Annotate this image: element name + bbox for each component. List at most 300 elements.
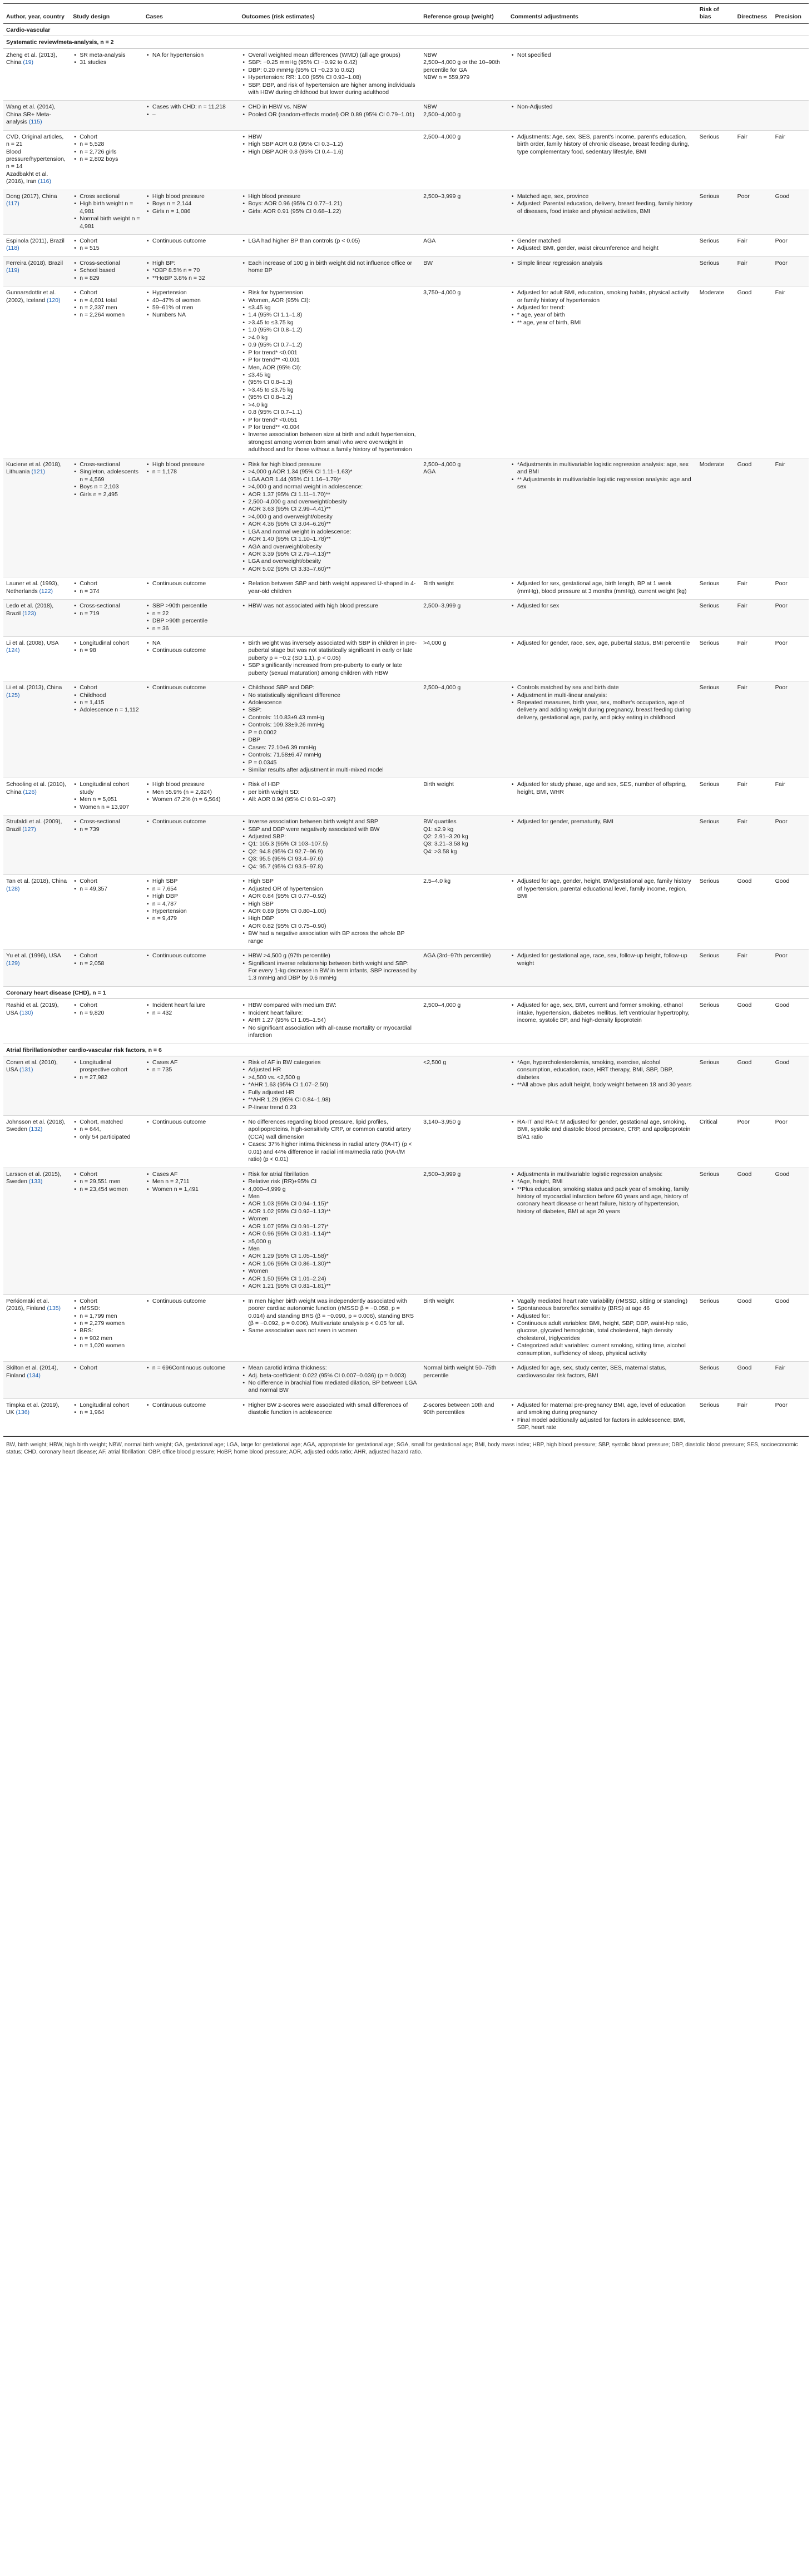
cases-item: • Continuous outcome xyxy=(146,1119,236,1126)
cell-comments xyxy=(508,101,697,130)
outcomes-item: • >4,500 vs. <2,500 g xyxy=(241,1074,418,1081)
author-text: Zheng et al. (2013), China xyxy=(6,51,57,66)
reference-group-item: 2,500–3,999 g xyxy=(423,602,461,610)
cell-study-design xyxy=(70,950,143,987)
outcomes-item: • Women, AOR (95% CI): xyxy=(241,297,418,304)
outcomes-item: • Cases: 37% higher intima thickness in radial artery (RA-IT) (p < 0.01) and 44% difference in radial intima/media ratio (RA-I/M ratio) (p < 0.01) xyxy=(241,1141,418,1163)
cell-directness: Good xyxy=(735,1056,773,1115)
cell-precision: Poor xyxy=(773,815,809,875)
comments-item: • Categorized adult variables: current smoking, sitting time, alcohol consumption, sufficiency of sleep, physical activity xyxy=(511,1342,694,1357)
comments-item: • Adjusted for gender, prematurity, BMI xyxy=(511,818,694,825)
outcomes-item: • >4.0 kg xyxy=(241,402,418,409)
reference-link[interactable]: (127) xyxy=(22,825,36,833)
cell-study-design xyxy=(70,1168,143,1294)
cell-author xyxy=(3,234,70,256)
comments-item: • **Plus education, smoking status and pack year of smoking, family history of myocardial infarction before 60 years and age, history of coronary heart disease or heart failure, history of hypertension, history of diabetes, BMI at age 20 years xyxy=(511,1186,694,1216)
table-row xyxy=(3,1056,809,1115)
comments-item: • Adjusted for gestational age, race, sex, follow-up height, follow-up weight xyxy=(511,952,694,967)
cell-precision: Fair xyxy=(773,778,809,815)
cell-author xyxy=(3,256,70,286)
cell-precision: Fair xyxy=(773,1362,809,1399)
outcomes-item: • ≥5,000 g xyxy=(241,1238,418,1245)
table-body xyxy=(3,23,809,1436)
cell-risk-of-bias xyxy=(697,101,735,130)
reference-link[interactable]: (125) xyxy=(6,691,20,699)
outcomes-item: • 1.0 (95% CI 0.8–1.2) xyxy=(241,327,418,334)
cell-cases xyxy=(143,999,239,1044)
reference-group-item: 2,500–4,000 g xyxy=(423,461,461,468)
header-risk-of-bias: Risk of bias xyxy=(697,4,735,24)
outcomes-item: • AOR 1.07 (95% CI 0.91–1.27)* xyxy=(241,1223,418,1230)
study-design-item: • Cohort xyxy=(73,289,140,296)
cases-item: • High blood pressure xyxy=(146,193,236,200)
cell-cases xyxy=(143,681,239,778)
outcomes-item: • Adjusted HR xyxy=(241,1066,418,1074)
cases-item: • High DBP xyxy=(146,893,236,900)
outcomes-item: • Risk of AF in BW categories xyxy=(241,1059,418,1066)
header-author: Author, year, country xyxy=(3,4,70,24)
study-design-item: • Cohort xyxy=(73,238,140,245)
outcomes-item: • Birth weight was inversely associated with SBP in children in pre-pubertal stage but was not statistically significant in early or late puberty p = −0.2 (SD 1.1), p < 0.05) xyxy=(241,640,418,662)
cases-item: • Girls n = 1,086 xyxy=(146,208,236,215)
study-design-item: • School based xyxy=(73,267,140,274)
cell-study-design xyxy=(70,577,143,600)
table-row xyxy=(3,1362,809,1399)
author-text: Schooling et al. (2010), China xyxy=(6,781,66,795)
section-row xyxy=(3,36,809,48)
header-study-design: Study design xyxy=(70,4,143,24)
cell-risk-of-bias: Serious xyxy=(697,815,735,875)
study-design-item: • Men n = 5,051 xyxy=(73,796,140,803)
reference-group-item: AGA xyxy=(423,237,436,244)
cell-directness xyxy=(735,101,773,130)
cell-comments xyxy=(508,778,697,815)
cell-risk-of-bias: Serious xyxy=(697,1294,735,1362)
outcomes-item: • 4,000–4,999 g xyxy=(241,1186,418,1193)
cell-study-design xyxy=(70,1056,143,1115)
cell-precision: Good xyxy=(773,190,809,234)
cell-author xyxy=(3,1362,70,1399)
cell-cases xyxy=(143,234,239,256)
outcomes-item: • Q1: 105.3 (95% CI 103–107.5) xyxy=(241,840,418,848)
cell-reference-group xyxy=(420,681,508,778)
cell-outcomes xyxy=(239,1056,420,1115)
study-design-item: • only 54 participated xyxy=(73,1134,140,1141)
cell-author xyxy=(3,1168,70,1294)
cases-item: • n = 1,178 xyxy=(146,468,236,476)
study-design-item: • n = 739 xyxy=(73,826,140,833)
outcomes-item: • Adjusted SBP: xyxy=(241,833,418,840)
cell-comments xyxy=(508,1168,697,1294)
reference-group-item: >4,000 g xyxy=(423,639,447,646)
reference-group-item: Z-scores between 10th and 90th percentiles xyxy=(423,1401,494,1416)
outcomes-item: • Risk for atrial fibrillation xyxy=(241,1171,418,1178)
reference-link[interactable]: (128) xyxy=(6,885,20,892)
reference-link[interactable]: (121) xyxy=(31,468,46,476)
study-design-item: • n = 2,337 men xyxy=(73,304,140,312)
author-text: Johnsson et al. (2018), Sweden xyxy=(6,1119,66,1133)
cell-risk-of-bias: Serious xyxy=(697,234,735,256)
cases-item: • DBP >90th percentile xyxy=(146,617,236,625)
reference-link[interactable]: (117) xyxy=(6,200,19,207)
outcomes-item: • Controls: 109.33±9.26 mmHg xyxy=(241,721,418,729)
cell-outcomes xyxy=(239,130,420,190)
cell-comments xyxy=(508,1056,697,1115)
cell-cases xyxy=(143,815,239,875)
reference-link[interactable]: (124) xyxy=(6,647,20,654)
study-design-item: • Longitudinal cohort study xyxy=(73,781,140,796)
cell-study-design xyxy=(70,1294,143,1362)
reference-link[interactable]: (133) xyxy=(28,1178,43,1185)
cell-precision: Poor xyxy=(773,234,809,256)
cell-directness: Good xyxy=(735,286,773,458)
reference-group-item: 2,500–3,999 g xyxy=(423,192,461,200)
cell-directness: Poor xyxy=(735,190,773,234)
outcomes-item: • AOR 1.37 (95% CI 1.11–1.70)** xyxy=(241,491,418,498)
reference-group-item: Birth weight xyxy=(423,1297,454,1304)
outcomes-item: • (95% CI 0.8–1.2) xyxy=(241,394,418,401)
reference-link[interactable]: (130) xyxy=(19,1009,33,1016)
study-design-item: • Cohort, matched xyxy=(73,1119,140,1126)
outcomes-item: • Overall weighted mean differences (WMD) (all age groups) xyxy=(241,52,418,59)
outcomes-item: • Adolescence xyxy=(241,699,418,706)
evidence-table xyxy=(3,3,809,1436)
cell-directness: Fair xyxy=(735,577,773,600)
cell-reference-group xyxy=(420,778,508,815)
cell-author xyxy=(3,600,70,637)
reference-link[interactable]: (132) xyxy=(28,1126,43,1133)
study-design-item: • Longitudinal cohort xyxy=(73,1402,140,1409)
outcomes-item: • High blood pressure xyxy=(241,193,418,200)
author-text: Blood pressure/hypertension, n = 14 xyxy=(6,148,66,170)
cases-item: • High blood pressure xyxy=(146,781,236,788)
outcomes-item: • High SBP xyxy=(241,901,418,908)
cell-author xyxy=(3,1294,70,1362)
cell-study-design xyxy=(70,101,143,130)
cell-study-design xyxy=(70,1116,143,1168)
cases-item: • Cases AF xyxy=(146,1171,236,1178)
study-design-item: • n = 374 xyxy=(73,588,140,595)
study-design-item: • SR meta-analysis xyxy=(73,52,140,59)
cell-study-design xyxy=(70,256,143,286)
cell-study-design xyxy=(70,234,143,256)
cases-item: • n = 4,787 xyxy=(146,901,236,908)
outcomes-item: • AOR 1.40 (95% CI 1.10–1.78)** xyxy=(241,536,418,543)
cell-risk-of-bias: Serious xyxy=(697,190,735,234)
cell-directness: Fair xyxy=(735,256,773,286)
comments-item: • Repeated measures, birth year, sex, mother's occupation, age of delivery and adding weight during pregnancy, breast feeding during delivery, gestational age, parity, and picky eating in childhood xyxy=(511,699,694,721)
outcomes-item: • Men xyxy=(241,1245,418,1253)
cell-outcomes xyxy=(239,1168,420,1294)
cell-author xyxy=(3,1056,70,1115)
section-row xyxy=(3,986,809,998)
comments-item: • RA-IT and RA-I: M adjusted for gender, gestational age, smoking, BMI, systolic and diastolic blood pressure, CRP, and apolipoprotein B/A1 ratio xyxy=(511,1119,694,1141)
section-title: Cardio-vascular xyxy=(3,23,809,36)
reference-link[interactable]: (135) xyxy=(47,1305,61,1312)
study-design-item: • Cross-sectional xyxy=(73,602,140,610)
cases-item: • High SBP xyxy=(146,878,236,885)
study-design-item: • n = 5,528 xyxy=(73,141,140,148)
study-design-item: • n = 2,279 women xyxy=(73,1320,140,1327)
study-design-item: • n = 1,964 xyxy=(73,1409,140,1416)
cell-directness: Good xyxy=(735,1294,773,1362)
cell-risk-of-bias: Serious xyxy=(697,681,735,778)
cell-risk-of-bias: Serious xyxy=(697,875,735,950)
cell-reference-group xyxy=(420,815,508,875)
outcomes-item: • AOR 1.06 (95% CI 0.86–1.30)** xyxy=(241,1260,418,1268)
outcomes-item: • No difference in brachial flow mediated dilation, BP between LGA and normal BW xyxy=(241,1380,418,1395)
study-design-item: • Cohort xyxy=(73,1364,140,1372)
reference-group-item: AGA xyxy=(423,468,436,476)
outcomes-item: • Fully adjusted HR xyxy=(241,1089,418,1096)
study-design-item: • Cross-sectional xyxy=(73,818,140,825)
comments-item: • Adjusted for age, sex, study center, SES, maternal status, cardiovascular risk factors, BMI xyxy=(511,1364,694,1380)
cell-author xyxy=(3,950,70,987)
reference-group-item: 3,750–4,000 g xyxy=(423,289,461,296)
outcomes-item: • CHD in HBW vs. NBW xyxy=(241,103,418,111)
study-design-item: • n = 1,799 men xyxy=(73,1313,140,1320)
cell-outcomes xyxy=(239,286,420,458)
study-design-item: • Cohort xyxy=(73,952,140,960)
study-design-item: • n = 49,357 xyxy=(73,886,140,893)
cell-author xyxy=(3,681,70,778)
cell-precision: Good xyxy=(773,1056,809,1115)
outcomes-item: • Women xyxy=(241,1268,418,1275)
cell-comments xyxy=(508,999,697,1044)
cases-item: • 40–47% of women xyxy=(146,297,236,304)
cell-author xyxy=(3,577,70,600)
author-text: Rashid et al. (2019), USA xyxy=(6,1002,59,1016)
cell-directness: Good xyxy=(735,875,773,950)
cell-reference-group xyxy=(420,458,508,577)
cell-risk-of-bias: Serious xyxy=(697,1398,735,1436)
reference-link[interactable]: (129) xyxy=(6,960,20,967)
outcomes-item: • per birth weight SD: xyxy=(241,789,418,796)
outcomes-item: • Incident heart failure: xyxy=(241,1010,418,1017)
cell-risk-of-bias xyxy=(697,48,735,101)
cell-comments xyxy=(508,636,697,681)
reference-link[interactable]: (123) xyxy=(22,610,36,617)
reference-link[interactable]: (131) xyxy=(19,1066,33,1074)
cases-item: • Continuous outcome xyxy=(146,580,236,587)
outcomes-item: • SBP: −0.25 mmHg (95% CI −0.92 to 0.42) xyxy=(241,59,418,66)
study-design-item: • Normal birth weight n = 4,981 xyxy=(73,215,140,230)
author-text: Yu et al. (1996), USA xyxy=(6,952,61,960)
cell-outcomes xyxy=(239,1116,420,1168)
cases-item: • – xyxy=(146,111,236,118)
cases-item: • Cases AF xyxy=(146,1059,236,1066)
study-design-item: • Cohort xyxy=(73,684,140,691)
cases-item: • n = 735 xyxy=(146,1066,236,1074)
cell-directness xyxy=(735,48,773,101)
comments-item: • Adjusted for maternal pre-pregnancy BMI, age, level of education and smoking during pregnancy xyxy=(511,1402,694,1417)
outcomes-item: • Q4: 95.7 (95% CI 93.5–97.8) xyxy=(241,863,418,871)
comments-item: • Adjusted for sex, gestational age, birth length, BP at 1 week (mmHg), blood pressure at 3 months (mmHg), current weight (kg) xyxy=(511,580,694,595)
table-row xyxy=(3,1116,809,1168)
outcomes-item: • Risk of HBP xyxy=(241,781,418,788)
comments-item: • Final model additionally adjusted for factors in adolescence; BMI, SBP, heart rate xyxy=(511,1417,694,1432)
outcomes-item: • P for trend** <0.001 xyxy=(241,357,418,364)
reference-link[interactable]: (126) xyxy=(23,788,37,795)
study-design-item: • n = 2,264 women xyxy=(73,312,140,319)
outcomes-item: • Girls: AOR 0.91 (95% CI 0.68–1.22) xyxy=(241,208,418,215)
cell-author xyxy=(3,48,70,101)
outcomes-item: • *AHR 1.63 (95% CI 1.07–2.50) xyxy=(241,1081,418,1089)
reference-link[interactable]: (19) xyxy=(23,59,34,66)
study-design-item: • n = 829 xyxy=(73,275,140,282)
cell-outcomes xyxy=(239,577,420,600)
reference-group-item: AGA (3rd–97th percentile) xyxy=(423,952,491,960)
reference-group-item: Q2: 2.91–3.20 kg xyxy=(423,833,468,840)
section-title: Coronary heart disease (CHD), n = 1 xyxy=(3,986,809,998)
cases-item: • Continuous outcome xyxy=(146,1298,236,1305)
cell-study-design xyxy=(70,286,143,458)
study-design-item: • Singleton, adolescents n = 4,569 xyxy=(73,468,140,483)
cell-risk-of-bias: Serious xyxy=(697,1362,735,1399)
cell-reference-group xyxy=(420,130,508,190)
header-precision: Precision xyxy=(773,4,809,24)
table-header-row xyxy=(3,4,809,24)
cell-outcomes xyxy=(239,101,420,130)
header-directness: Directness xyxy=(735,4,773,24)
comments-item: • Adjusted for gender, race, sex, age, pubertal status, BMI percentile xyxy=(511,640,694,647)
outcomes-item: • >4.0 kg xyxy=(241,334,418,342)
author-text: Wang et al. (2014), China SR+ Meta-analysis xyxy=(6,103,56,126)
cell-reference-group xyxy=(420,48,508,101)
cell-comments xyxy=(508,875,697,950)
outcomes-item: • HBW compared with medium BW: xyxy=(241,1002,418,1009)
cell-reference-group xyxy=(420,577,508,600)
cases-item: • Boys n = 2,144 xyxy=(146,200,236,207)
cell-precision: Poor xyxy=(773,600,809,637)
author-text: Tan et al. (2018), China xyxy=(6,878,67,885)
cell-author xyxy=(3,286,70,458)
comments-item: • *Adjustments in multivariable logistic regression analysis: age, sex and BMI xyxy=(511,461,694,476)
author-text: Skilton et al. (2014), Finland xyxy=(6,1364,58,1379)
cell-reference-group xyxy=(420,1168,508,1294)
cell-author xyxy=(3,778,70,815)
outcomes-item: • High SBP xyxy=(241,878,418,885)
outcomes-item: • Q2: 94.8 (95% CI 92.7–96.9) xyxy=(241,848,418,856)
section-title: Systematic review/meta-analysis, n = 2 xyxy=(3,36,809,48)
comments-item: • Adjusted for study phase, age and sex, SES, number of offspring, height, BMI, WHR xyxy=(511,781,694,796)
reference-link[interactable]: (120) xyxy=(46,296,61,304)
cell-cases xyxy=(143,950,239,987)
cell-cases xyxy=(143,778,239,815)
cell-reference-group xyxy=(420,1362,508,1399)
cases-item: • Cases with CHD: n = 11,218 xyxy=(146,103,236,111)
author-text: CVD, Original articles, n = 21 xyxy=(6,133,64,148)
table-row xyxy=(3,600,809,637)
outcomes-item: • No significant association with all-cause mortality or myocardial infarction xyxy=(241,1025,418,1040)
outcomes-item: • DBP: 0.20 mmHg (95% CI −0.23 to 0.62) xyxy=(241,67,418,74)
header-reference-group: Reference group (weight) xyxy=(420,4,508,24)
cell-outcomes xyxy=(239,778,420,815)
study-design-item: • BRS: xyxy=(73,1327,140,1334)
outcomes-item: • AOR 0.84 (95% CI 0.77–0.92) xyxy=(241,893,418,900)
comments-item: • Adjusted for age, sex, BMI, current and former smoking, ethanol intake, hypertension, diabetes mellitus, left ventricular hypertrophy, income, systolic BP, and high-density lipoprotein xyxy=(511,1002,694,1024)
study-design-item: • Childhood xyxy=(73,692,140,699)
reference-link[interactable]: (119) xyxy=(6,267,19,274)
reference-group-item: <2,500 g xyxy=(423,1059,447,1066)
outcomes-item: • 0.8 (95% CI 0.7–1.1) xyxy=(241,409,418,416)
cell-precision: Poor xyxy=(773,1116,809,1168)
reference-group-item: BW xyxy=(423,259,433,266)
study-design-item: • n = 2,802 boys xyxy=(73,156,140,163)
reference-link[interactable]: (134) xyxy=(27,1372,41,1379)
outcomes-item: • 1.4 (95% CI 1.1–1.8) xyxy=(241,312,418,319)
study-design-item: • n = 515 xyxy=(73,245,140,252)
cell-cases xyxy=(143,600,239,637)
author-text: Strufaldi et al. (2009), Brazil xyxy=(6,818,62,833)
cases-item: • n = 9,479 xyxy=(146,915,236,922)
cell-outcomes xyxy=(239,815,420,875)
cell-reference-group xyxy=(420,190,508,234)
outcomes-item: • LGA and normal weight in adolescence: xyxy=(241,528,418,536)
cell-cases xyxy=(143,286,239,458)
cell-comments xyxy=(508,600,697,637)
reference-link[interactable]: (118) xyxy=(6,245,19,252)
table-row xyxy=(3,681,809,778)
cell-precision xyxy=(773,48,809,101)
study-design-item: • Cross-sectional xyxy=(73,260,140,267)
outcomes-item: • >4,000 g and overweight/obesity xyxy=(241,513,418,521)
comments-item: • *Age, hypercholesterolemia, smoking, exercise, alcohol consumption, education, race, HRT therapy, BMI, SBP, DBP, diabetes xyxy=(511,1059,694,1081)
cases-item: • Continuous outcome xyxy=(146,647,236,654)
outcomes-item: • SBP: xyxy=(241,706,418,714)
study-design-item: • Cohort xyxy=(73,878,140,885)
cell-author xyxy=(3,458,70,577)
reference-group-item: 3,140–3,950 g xyxy=(423,1119,461,1125)
cell-risk-of-bias: Critical xyxy=(697,1116,735,1168)
outcomes-item: • SBP, DBP, and risk of hypertension are higher among individuals with HBW during childhood but lower during adulthood xyxy=(241,82,418,97)
author-text: Larsson et al. (2015), Sweden xyxy=(6,1170,62,1185)
table-row xyxy=(3,130,809,190)
cell-reference-group xyxy=(420,999,508,1044)
table-row xyxy=(3,577,809,600)
cell-reference-group xyxy=(420,101,508,130)
cell-outcomes xyxy=(239,48,420,101)
outcomes-item: • ≤3.45 kg xyxy=(241,304,418,312)
reference-link[interactable]: (122) xyxy=(39,587,53,595)
cell-cases xyxy=(143,48,239,101)
cell-comments xyxy=(508,681,697,778)
outcomes-item: • AHR 1.27 (95% CI 1.05–1.54) xyxy=(241,1017,418,1024)
cell-directness: Good xyxy=(735,1168,773,1294)
cell-comments xyxy=(508,234,697,256)
cell-reference-group xyxy=(420,286,508,458)
cell-outcomes xyxy=(239,1294,420,1362)
cell-study-design xyxy=(70,458,143,577)
comments-item: • Vagally mediated heart rate variability (rMSSD, sitting or standing) xyxy=(511,1298,694,1305)
cell-cases xyxy=(143,130,239,190)
reference-link[interactable]: (115) xyxy=(28,118,42,126)
cell-risk-of-bias: Moderate xyxy=(697,286,735,458)
cases-item: • n = 432 xyxy=(146,1010,236,1017)
reference-group-item: Normal birth weight 50–75th percentile xyxy=(423,1364,497,1379)
cell-comments xyxy=(508,48,697,101)
cell-directness: Fair xyxy=(735,636,773,681)
reference-link[interactable]: (116) xyxy=(38,178,51,185)
reference-group-item: 2.5–4.0 kg xyxy=(423,878,451,885)
study-design-item: • Cohort xyxy=(73,1298,140,1305)
outcomes-item: • Similar results after adjustment in multi-mixed model xyxy=(241,767,418,774)
reference-link[interactable]: (136) xyxy=(16,1409,30,1416)
cell-precision: Poor xyxy=(773,950,809,987)
comments-item: • Adjusted for: xyxy=(511,1313,694,1320)
cell-comments xyxy=(508,130,697,190)
cell-comments xyxy=(508,256,697,286)
